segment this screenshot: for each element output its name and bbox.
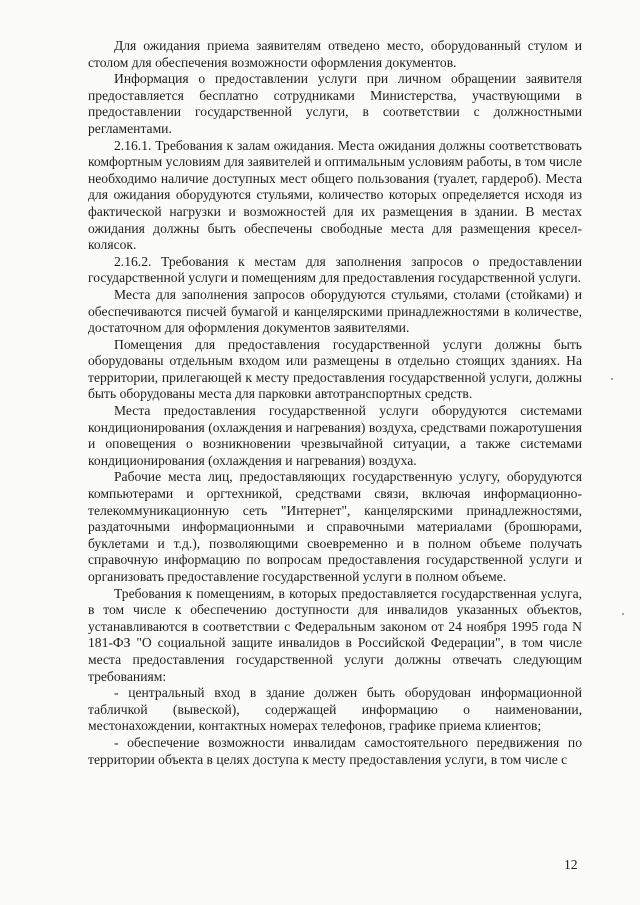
paragraph-free-information: Информация о предоставлении услуги при личном обращении заявителя предоставляется бесплатно сотрудниками Министерства, участвующими в предоставлении государственной услуги, в соответствии с должностными регламентами. <box>88 71 582 136</box>
paragraph-waiting-place: Для ожидания приема заявителям отведено место, оборудованный стулом и столом для обеспечения возможности оформления документов. <box>88 38 582 70</box>
scan-speck <box>611 378 613 380</box>
paragraph-accessibility-requirements: Требования к помещениям, в которых предоставляется государственная услуга, в том числе к обеспечению доступности для инвалидов указанных объектов, устанавливаются в соответствии с Федеральным законом от 24 ноября 1995 года N 181-ФЗ "О социальной защите инвалидов в Российской Федерации", в том числе места предоставления государственной услуги должны отвечать следующим требованиям: <box>88 585 582 684</box>
document-body <box>88 38 582 768</box>
paragraph-workplaces: Рабочие места лиц, предоставляющих государственную услугу, оборудуются компьютерами и оргтехникой, средствами связи, включая информационно-телекоммуникационную сеть "Интернет", канцелярскими принадлежностями, раздаточными информационными и справочными материалами (брошюрами, буклетами и т.д.), позволяющими своевременно и в полном объеме получать справочную информацию по вопросам предоставления государственной услуги и организовать предоставление государственной услуги в полном объеме. <box>88 469 582 584</box>
paragraph-independent-movement: - обеспечение возможности инвалидам самостоятельного передвижения по территории объекта в целях доступа к месту предоставления услуги, в том числе с <box>88 734 582 767</box>
paragraph-climate-systems: Места предоставления государственной услуги оборудуются системами кондиционирования (охлаждения и нагревания) воздуха, средствами пожаротушения и оповещения о возникновении чрезвычайной ситуации, а также системами кондиционирования (охлаждения и нагревания) воздуха. <box>88 403 582 468</box>
page-number: 12 <box>564 857 578 872</box>
paragraph-premises-entrance: Помещения для предоставления государственной услуги должны быть оборудованы отдельным входом или размещены в отдельно стоящих зданиях. На территории, прилегающей к месту предоставления государственной услуги, должны быть оборудованы места для парковки автотранспортных средств. <box>88 336 582 402</box>
paragraph-request-places-heading: 2.16.2. Требования к местам для заполнения запросов о предоставлении государственной услуги и помещениям для предоставления государственной услуги. <box>88 253 582 286</box>
paragraph-waiting-halls: 2.16.1. Требования к залам ожидания. Места ожидания должны соответствовать комфортным условиям для заявителей и оптимальным условиям работы, в том числе необходимо наличие доступных мест общего пользования (туалет, гардероб). Места для ожидания оборудуются стульями, количество которых определяется исходя из фактической нагрузки и возможностей для их размещения в здании. В местах ожидания должны быть обеспечены свободные места для размещения кресел-колясок. <box>88 137 582 253</box>
paragraph-entrance-signage: - центральный вход в здание должен быть оборудован информационной табличкой (вывеской), содержащей информацию о наименовании, местонахождении, контактных номерах телефонов, графике приема клиентов; <box>88 685 582 734</box>
scan-speck <box>622 613 624 615</box>
paragraph-request-places: Места для заполнения запросов оборудуются стульями, столами (стойками) и обеспечиваются писчей бумагой и канцелярскими принадлежностями в количестве, достаточном для оформления документов заявителями. <box>88 286 582 336</box>
